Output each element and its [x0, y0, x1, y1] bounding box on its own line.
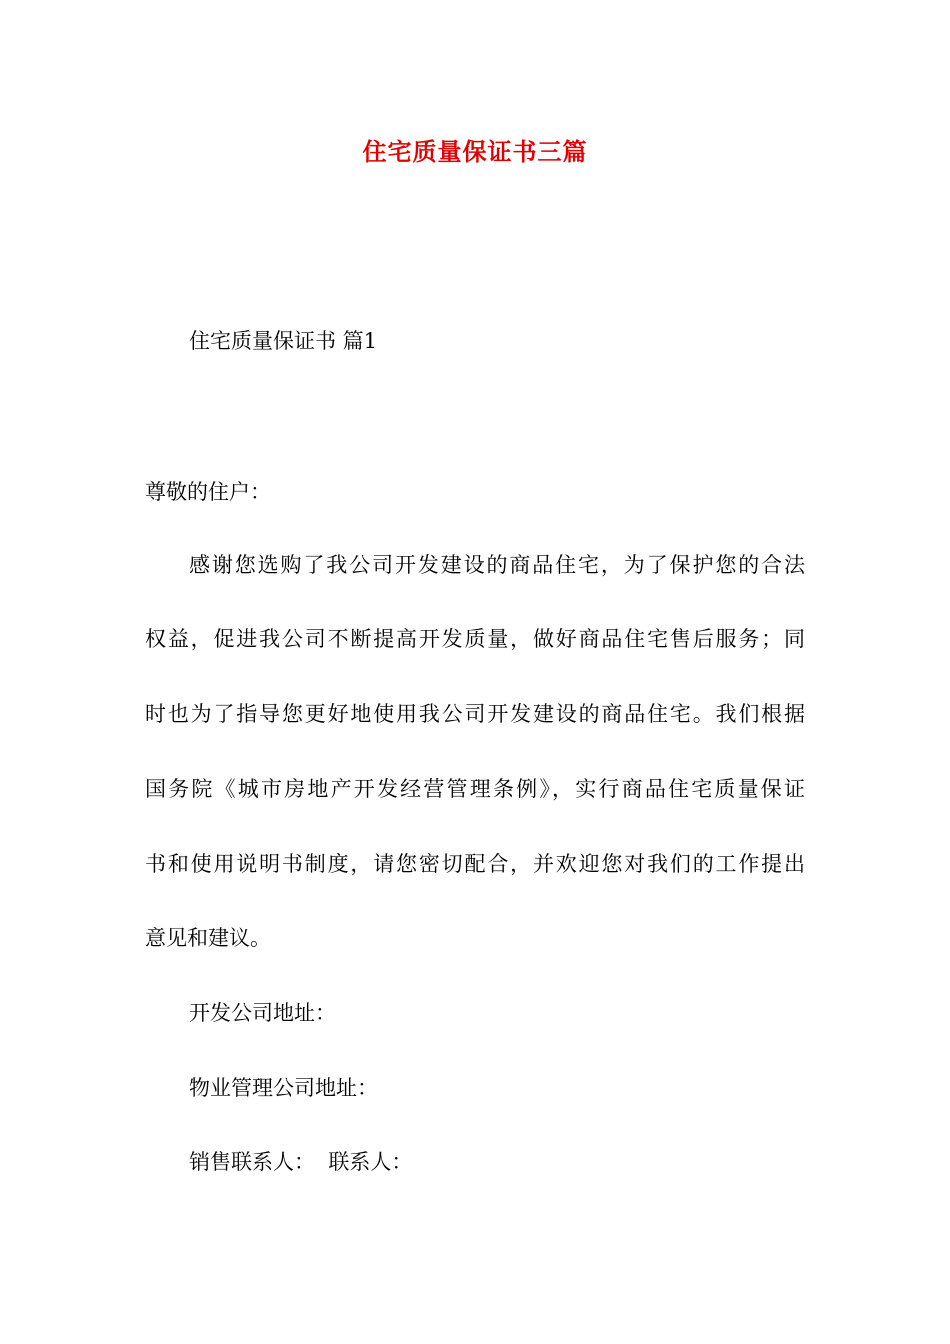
salutation: 尊敬的住户：	[145, 480, 271, 504]
property-address-field: 物业管理公司地址：	[189, 1076, 378, 1100]
paragraph-line-1: 感谢您选购了我公司开发建设的商品住宅，为了保护您的合法	[189, 553, 805, 577]
paragraph-line-3: 时也为了指导您更好地使用我公司开发建设的商品住宅。我们根据	[145, 702, 805, 726]
document-title: 住宅质量保证书三篇	[362, 137, 588, 166]
paragraph-line-2: 权益，促进我公司不断提高开发质量，做好商品住宅售后服务；同	[145, 627, 805, 651]
developer-address-field: 开发公司地址：	[189, 1001, 336, 1025]
contacts-field: 销售联系人： 联系人：	[189, 1150, 413, 1174]
paragraph-line-4: 国务院《城市房地产开发经营管理条例》，实行商品住宅质量保证	[145, 777, 805, 801]
paragraph-line-6: 意见和建议。	[145, 926, 271, 950]
section-heading: 住宅质量保证书 篇1	[189, 329, 378, 353]
paragraph-line-5: 书和使用说明书制度，请您密切配合，并欢迎您对我们的工作提出	[145, 852, 805, 876]
